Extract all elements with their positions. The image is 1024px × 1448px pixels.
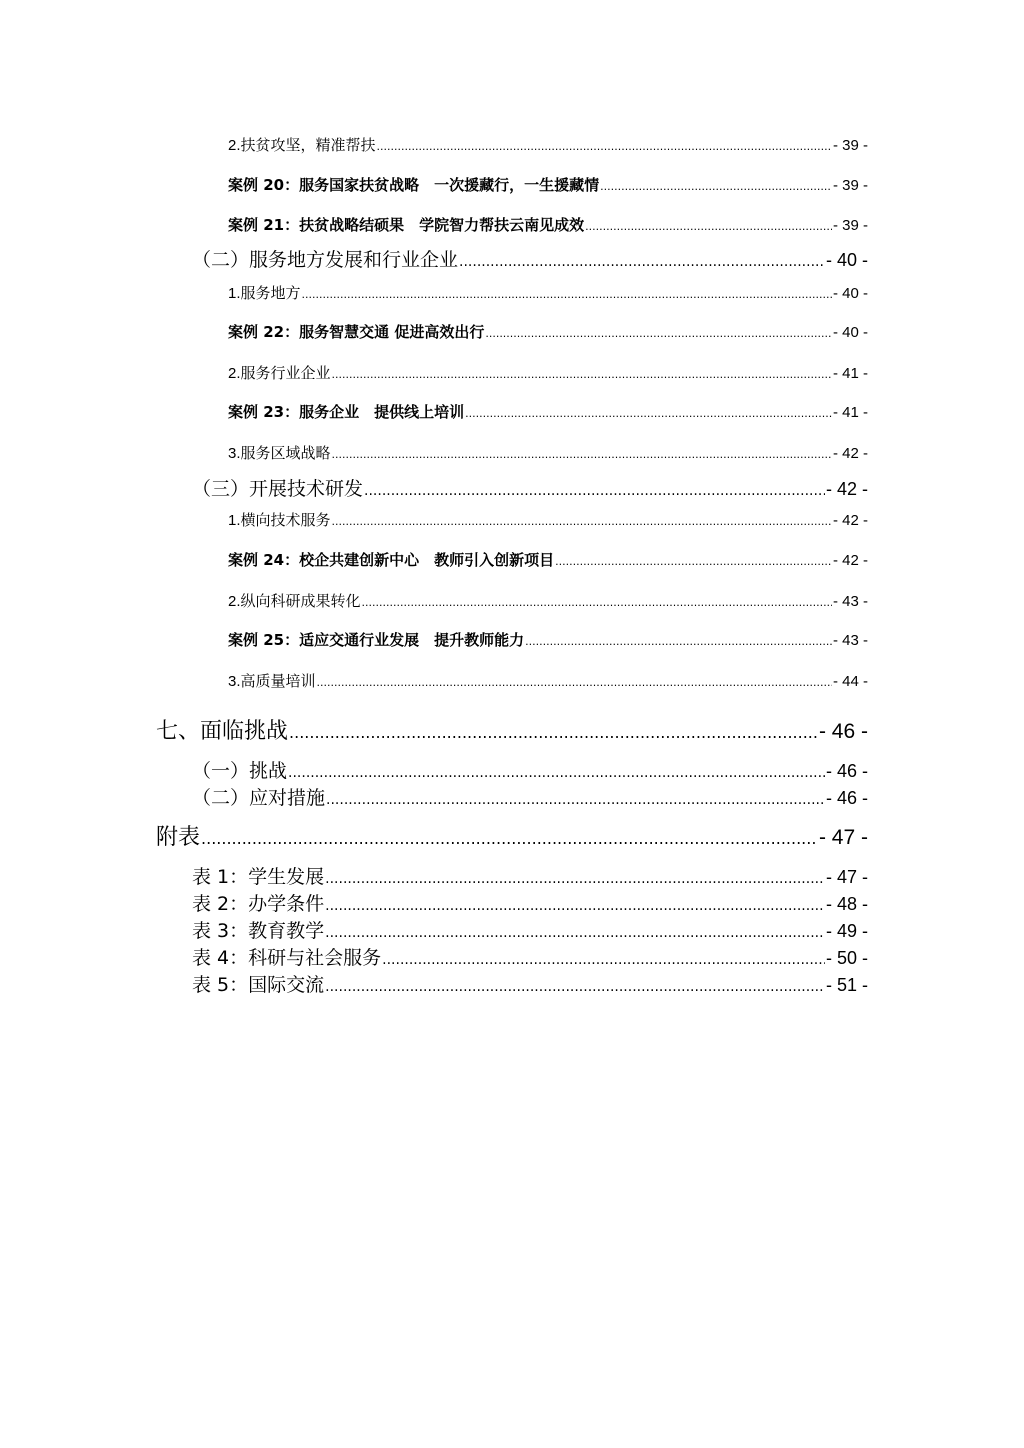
- toc-entry-page: - 42 -: [832, 552, 868, 569]
- toc-entry[interactable]: [192, 970, 868, 996]
- toc-leader-dots: [485, 327, 832, 340]
- toc-entry-label: （二）应对措施: [192, 787, 326, 809]
- toc-leader-dots: [325, 871, 825, 887]
- toc-entry-label: 3.服务区域战略: [228, 445, 331, 462]
- toc-leader-dots: [317, 676, 832, 689]
- toc-entry[interactable]: [192, 943, 868, 969]
- toc-entry-page: - 43 -: [832, 593, 868, 610]
- toc-entry-page: - 43 -: [832, 632, 868, 649]
- toc-entry[interactable]: [228, 442, 868, 464]
- toc-entry-page: - 40 -: [832, 285, 868, 302]
- toc-entry[interactable]: [228, 590, 868, 612]
- toc-leader-dots: [525, 635, 832, 648]
- toc-entry-page: - 44 -: [832, 673, 868, 690]
- toc-entry-label: 3.高质量培训: [228, 673, 316, 690]
- toc-entry[interactable]: [192, 474, 868, 500]
- toc-leader-dots: [289, 723, 818, 742]
- toc-leader-dots: [362, 596, 832, 609]
- toc-entry-page: - 42 -: [825, 479, 868, 499]
- toc-entry[interactable]: [156, 820, 868, 850]
- toc-entry-label: 表 1：学生发展: [192, 866, 325, 888]
- toc-entry-label: 案例 24：校企共建创新中心 教师引入创新项目: [228, 551, 555, 569]
- toc-entry-page: - 47 -: [825, 867, 868, 887]
- toc-entry-page: - 39 -: [832, 137, 868, 154]
- toc-entry[interactable]: [192, 756, 868, 782]
- toc-entry-label: 七、面临挑战: [156, 719, 289, 744]
- toc-entry-page: - 42 -: [832, 445, 868, 462]
- toc-entry-label: 2.扶贫攻坚，精准帮扶: [228, 137, 376, 154]
- toc-entry-page: - 39 -: [832, 217, 868, 234]
- toc-entry-page: - 41 -: [832, 365, 868, 382]
- toc-entry-label: 附表: [156, 825, 201, 850]
- toc-entry-label: 表 4：科研与社会服务: [192, 947, 382, 969]
- toc-entry-label: 案例 20：服务国家扶贫战略 一次援藏行，一生援藏情: [228, 176, 600, 194]
- toc-entry-label: （三）开展技术研发: [192, 478, 364, 500]
- toc-entry[interactable]: [156, 714, 868, 744]
- toc-entry[interactable]: [228, 549, 868, 571]
- toc-entry-label: 1.服务地方: [228, 285, 301, 302]
- toc-entry-page: - 46 -: [825, 761, 868, 781]
- toc-entry-page: - 46 -: [825, 788, 868, 808]
- toc-entry-page: - 47 -: [818, 826, 868, 849]
- toc-leader-dots: [459, 254, 825, 270]
- toc-entry-label: 表 2：办学条件: [192, 893, 325, 915]
- toc-entry[interactable]: [192, 245, 868, 271]
- toc-entry[interactable]: [192, 783, 868, 809]
- toc-entry[interactable]: [228, 282, 868, 304]
- toc-entry-label: 案例 22：服务智慧交通 促进高效出行: [228, 323, 485, 341]
- toc-entry-page: - 40 -: [832, 324, 868, 341]
- toc-entry-label: 1.横向技术服务: [228, 512, 331, 529]
- toc-entry[interactable]: [228, 134, 868, 156]
- toc-leader-dots: [600, 180, 832, 193]
- toc-entry[interactable]: [192, 916, 868, 942]
- toc-leader-dots: [325, 979, 825, 995]
- toc-entry-page: - 50 -: [825, 948, 868, 968]
- toc-entry[interactable]: [228, 174, 868, 196]
- toc-entry[interactable]: [228, 401, 868, 423]
- toc-entry-page: - 41 -: [832, 404, 868, 421]
- toc-entry-label: （二）服务地方发展和行业企业: [192, 249, 459, 271]
- toc-leader-dots: [201, 829, 818, 848]
- toc-entry-page: - 49 -: [825, 921, 868, 941]
- toc-leader-dots: [382, 952, 825, 968]
- toc-entry-label: 表 3：教育教学: [192, 920, 325, 942]
- toc-entry-label: 2.纵向科研成果转化: [228, 593, 361, 610]
- toc-leader-dots: [288, 765, 825, 781]
- toc-entry[interactable]: [228, 629, 868, 651]
- toc-entry-label: 表 5：国际交流: [192, 974, 325, 996]
- toc-entry-label: 2.服务行业企业: [228, 365, 331, 382]
- toc-entry-label: 案例 25：适应交通行业发展 提升教师能力: [228, 631, 525, 649]
- toc-entry[interactable]: [228, 321, 868, 343]
- toc-entry[interactable]: [228, 509, 868, 531]
- toc-leader-dots: [332, 448, 832, 461]
- toc-leader-dots: [325, 898, 825, 914]
- toc-leader-dots: [332, 515, 832, 528]
- toc-leader-dots: [302, 288, 832, 301]
- toc-entry-label: （一）挑战: [192, 760, 288, 782]
- toc-entry-page: - 48 -: [825, 894, 868, 914]
- toc-entry-page: - 46 -: [818, 720, 868, 743]
- toc-leader-dots: [377, 140, 832, 153]
- toc-entry[interactable]: [228, 362, 868, 384]
- toc-entry-page: - 40 -: [825, 250, 868, 270]
- toc-entry[interactable]: [192, 889, 868, 915]
- toc-entry-label: 案例 21：扶贫战略结硕果 学院智力帮扶云南见成效: [228, 216, 585, 234]
- toc-leader-dots: [465, 407, 832, 420]
- toc-leader-dots: [555, 555, 832, 568]
- toc-entry-page: - 42 -: [832, 512, 868, 529]
- toc-leader-dots: [326, 792, 825, 808]
- toc-leader-dots: [585, 220, 832, 233]
- toc-leader-dots: [364, 483, 825, 499]
- toc-leader-dots: [332, 368, 832, 381]
- toc-entry-label: 案例 23：服务企业 提供线上培训: [228, 403, 465, 421]
- toc-entry[interactable]: [228, 214, 868, 236]
- toc-entry[interactable]: [228, 670, 868, 692]
- toc-entry-page: - 39 -: [832, 177, 868, 194]
- toc-entry[interactable]: [192, 862, 868, 888]
- toc-leader-dots: [325, 925, 825, 941]
- toc-entry-page: - 51 -: [825, 975, 868, 995]
